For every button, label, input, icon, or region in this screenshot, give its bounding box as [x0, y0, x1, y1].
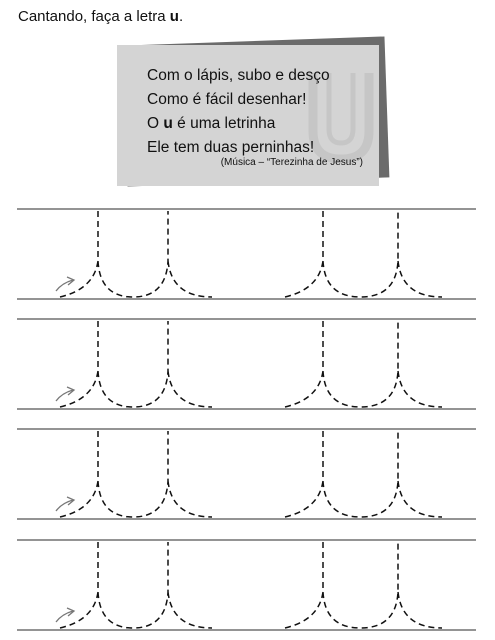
- dashed-letter-u: [60, 431, 212, 517]
- stroke-start-arrow-icon: [56, 611, 73, 622]
- dashed-letter-u: [285, 321, 442, 407]
- song-credit: (Música – “Terezinha de Jesus”): [220, 157, 363, 168]
- dashed-letter-u: [60, 542, 212, 628]
- dashed-letter-u: [60, 321, 212, 407]
- stroke-start-arrow-icon: [56, 390, 73, 401]
- dashed-letter-u: [285, 211, 442, 297]
- dashed-letter-u: [285, 542, 442, 628]
- instruction-letter: u: [169, 8, 179, 25]
- verse-line-3-letter: u: [163, 115, 173, 132]
- verse-line-3-end: é uma letrinha: [172, 115, 276, 132]
- dashed-letter-u: [285, 431, 442, 517]
- verse-line-3-start: O: [147, 115, 164, 132]
- verse-line-4: Ele tem duas perninhas!: [147, 139, 315, 156]
- instruction-prefix: Cantando, faça a letra: [18, 8, 170, 25]
- stroke-start-arrow-icon: [56, 500, 73, 511]
- instruction-suffix: .: [178, 8, 184, 25]
- stroke-start-arrow-icon: [56, 280, 73, 291]
- verse-line-2: Como é fácil desenhar!: [147, 91, 307, 108]
- dashed-letter-u: [60, 211, 212, 297]
- verse-line-1: Com o lápis, subo e desço: [147, 67, 330, 84]
